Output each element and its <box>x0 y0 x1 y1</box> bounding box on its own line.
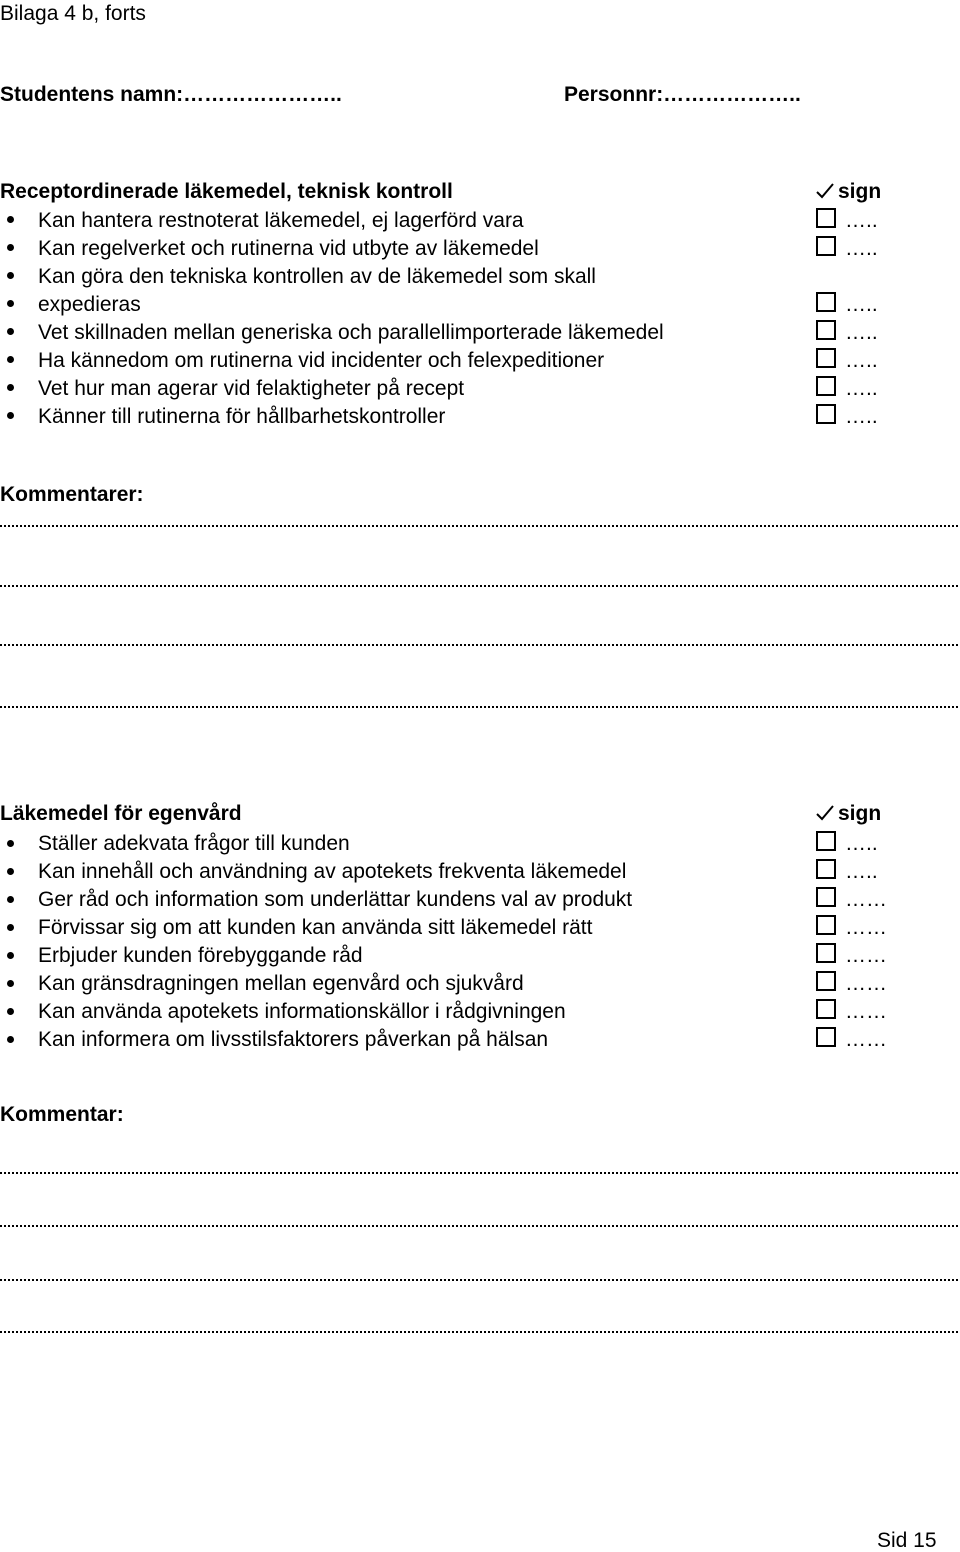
item-text: Känner till rutinerna för hållbarhetskontroller <box>38 405 446 428</box>
checkbox[interactable] <box>816 208 836 228</box>
item-text: Erbjuder kunden förebyggande råd <box>38 944 363 967</box>
item-text: Ställer adekvata frågor till kunden <box>38 832 350 855</box>
sign-field[interactable]: ….. <box>845 237 878 260</box>
section2-comment-label: Kommentar: <box>0 1103 124 1126</box>
checkbox[interactable] <box>816 348 836 368</box>
sign-field[interactable]: …… <box>845 944 887 967</box>
sign-field[interactable]: ….. <box>845 293 878 316</box>
checkbox[interactable] <box>816 404 836 424</box>
bullet-icon <box>7 216 14 223</box>
section1-comment-label: Kommentarer: <box>0 483 144 506</box>
bullet-icon <box>7 328 14 335</box>
comment-line[interactable] <box>0 644 958 646</box>
bullet-icon <box>7 356 14 363</box>
checkmark-icon <box>816 804 834 822</box>
sign-field[interactable]: ….. <box>845 405 878 428</box>
section2-sign-label: sign <box>838 802 882 825</box>
section2-title: Läkemedel för egenvård <box>0 802 242 825</box>
bullet-icon <box>7 952 14 959</box>
sign-field[interactable]: ….. <box>845 860 878 883</box>
comment-line[interactable] <box>0 585 958 587</box>
comment-line[interactable] <box>0 1331 958 1333</box>
appendix-label: Bilaga 4 b, forts <box>0 2 146 25</box>
checkbox[interactable] <box>816 943 836 963</box>
checkbox[interactable] <box>816 999 836 1019</box>
item-text: Vet skillnaden mellan generiska och parallellimporterade läkemedel <box>38 321 664 344</box>
sign-field[interactable]: …… <box>845 972 887 995</box>
page-number: Sid 15 <box>877 1529 937 1552</box>
bullet-icon <box>7 272 14 279</box>
bullet-icon <box>7 980 14 987</box>
personnr-field: Personnr:……………….. <box>564 83 801 106</box>
checkbox[interactable] <box>816 1027 836 1047</box>
checkbox[interactable] <box>816 831 836 851</box>
item-text: Kan informera om livsstilsfaktorers påverkan på hälsan <box>38 1028 549 1051</box>
sign-field[interactable]: ….. <box>845 377 878 400</box>
comment-line[interactable] <box>0 706 958 708</box>
sign-field[interactable]: ….. <box>845 209 878 232</box>
checkbox[interactable] <box>816 376 836 396</box>
sign-field[interactable]: …… <box>845 1028 887 1051</box>
sign-field[interactable]: ….. <box>845 349 878 372</box>
checkbox[interactable] <box>816 236 836 256</box>
checkbox[interactable] <box>816 320 836 340</box>
checkbox[interactable] <box>816 859 836 879</box>
item-text: expedieras <box>38 293 141 316</box>
bullet-icon <box>7 300 14 307</box>
bullet-icon <box>7 1008 14 1015</box>
item-text: Vet hur man agerar vid felaktigheter på recept <box>38 377 465 400</box>
comment-line[interactable] <box>0 1172 958 1174</box>
bullet-icon <box>7 384 14 391</box>
section1-title: Receptordinerade läkemedel, teknisk kontroll <box>0 180 453 203</box>
sign-field[interactable]: ….. <box>845 321 878 344</box>
bullet-icon <box>7 412 14 419</box>
bullet-icon <box>7 840 14 847</box>
sign-field[interactable]: …… <box>845 1000 887 1023</box>
checkbox[interactable] <box>816 887 836 907</box>
item-text: Kan gränsdragningen mellan egenvård och sjukvård <box>38 972 524 995</box>
item-text: Kan regelverket och rutinerna vid utbyte av läkemedel <box>38 237 539 260</box>
item-text: Kan använda apotekets informationskällor i rådgivningen <box>38 1000 566 1023</box>
bullet-icon <box>7 1036 14 1043</box>
checkbox[interactable] <box>816 915 836 935</box>
checkmark-icon <box>816 182 834 200</box>
item-text: Kan hantera restnoterat läkemedel, ej lagerförd vara <box>38 209 524 232</box>
comment-line[interactable] <box>0 1279 958 1281</box>
sign-field[interactable]: ….. <box>845 832 878 855</box>
item-text: Ger råd och information som underlättar kundens val av produkt <box>38 888 633 911</box>
item-text: Kan göra den tekniska kontrollen av de läkemedel som skall <box>38 265 596 288</box>
section1-sign-label: sign <box>838 180 882 203</box>
item-text: Förvissar sig om att kunden kan använda sitt läkemedel rätt <box>38 916 593 939</box>
item-text: Kan innehåll och användning av apotekets frekventa läkemedel <box>38 860 627 883</box>
item-text: Ha kännedom om rutinerna vid incidenter och felexpeditioner <box>38 349 605 372</box>
checkbox[interactable] <box>816 292 836 312</box>
sign-field[interactable]: …… <box>845 888 887 911</box>
checkbox[interactable] <box>816 971 836 991</box>
sign-field[interactable]: …… <box>845 916 887 939</box>
comment-line[interactable] <box>0 1225 958 1227</box>
bullet-icon <box>7 924 14 931</box>
comment-line[interactable] <box>0 525 958 527</box>
bullet-icon <box>7 868 14 875</box>
bullet-icon <box>7 244 14 251</box>
student-name-field: Studentens namn:………………….. <box>0 83 342 106</box>
bullet-icon <box>7 896 14 903</box>
